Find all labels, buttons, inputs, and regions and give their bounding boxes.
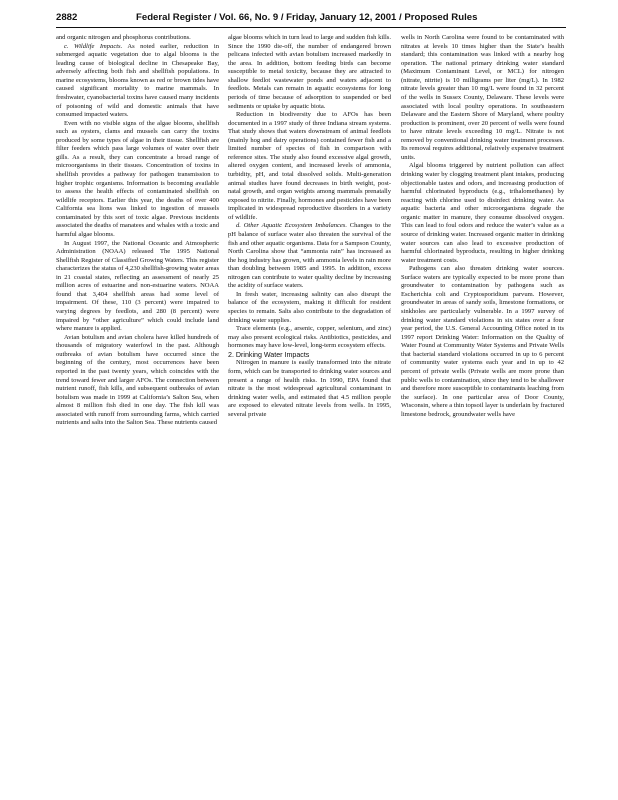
- paragraph: Even with no visible signs of the algae blooms, shellfish such as oysters, clams and mussels can carry the toxins produced by some types of algae in their tissue. Shellfish are filter feeders which pass large volumes of water over their gills. As a result, they can concentrate a broad range of microorganisms in their tissues. Concentration of toxins in shellfish provides a pathway for pathogen transmission to higher trophic organisms. Information is becoming available to assess the health effects of contaminated shellfish on wildlife receptors. Earlier this year, the deaths of over 400 California sea lions was linked to ingestion of mussels contaminated by this sort of toxic algae. Previous incidents associated the deaths of manatees and whales with a toxic and harmful algae blooms.: [56, 119, 219, 238]
- running-title: Federal Register / Vol. 66, No. 9 / Friday, January 12, 2001 / Proposed Rules: [136, 12, 478, 23]
- section-heading: 2. Drinking Water Impacts: [228, 350, 310, 359]
- page-number: 2882: [56, 12, 78, 23]
- paragraph: Avian botulism and avian cholera have killed hundreds of thousands of migratory waterfowl in the past. Although outbreaks of avian botulism have occurred since the beginning of the century, most occurrences have been reported in the past twenty years, which coincides with the trend toward fewer and larger AFOs. The connection between nutrient runoff, fish kills, and subsequent outbreaks of avian botulism was made in 1999 at California’s Salton Sea, when almost 8 million fish died in one day. The fish kill was associated with runoff from surrounding farms, which carried nutrients and salts into the Salton Sea. These nutrients caused: [56, 333, 219, 427]
- text-column-3: [401, 34, 564, 786]
- paragraph: Nitrogen in manure is easily transformed into the nitrate form, which can be transported to drinking water sources and present a range of health risks. In 1990, EPA found that nitrate is the most widespread agricultural contaminant in drinking water wells, and estimated that 4.5 million people are exposed to elevated nitrate levels from wells. In 1995, several private: [228, 359, 391, 418]
- paragraph: Algal blooms triggered by nutrient pollution can affect drinking water by clogging treatment plant intakes, producing objectionable tastes and odors, and increasing production of harmful chlorinated byproducts (e.g., trihalomethanes) by reacting with chlorine used to disinfect drinking water. As aquatic bacteria and other microorganisms degrade the organic matter in manure, they consume dissolved oxygen. This can lead to foul odors and reduce the water’s value as a source of drinking water. Increased organic matter in drinking water sources can also lead to excessive production of harmful chlorinated byproducts, resulting in higher drinking water treatment costs.: [401, 162, 564, 264]
- run-in-heading: d. Other Aquatic Ecosystem Imbalances.: [236, 222, 347, 230]
- paragraph: and organic nitrogen and phosphorus contributions.: [56, 34, 191, 41]
- run-in-heading: c. Wildlife Impacts.: [64, 42, 123, 50]
- header-rule: [56, 27, 566, 28]
- paragraph: Trace elements (e.g., arsenic, copper, selenium, and zinc) may also present ecological risks. Antibiotics, pesticides, and hormones may have low-level, long-term ecosystem effects.: [228, 325, 391, 350]
- paragraph-body: Changes to the pH balance of surface water also threaten the survival of the fish and other aquatic organisms. Data for a Sampson County, North Carolina show that “ammonia rain” has increased as the hog industry has grown, with ammonia levels in rain more than doubling between 1985 and 1995. In addition, excess nitrogen can contribute to water quality decline by increasing the acidity of surface waters.: [228, 222, 391, 290]
- paragraph: [56, 43, 219, 120]
- paragraph: In fresh water, increasing salinity can also disrupt the balance of the ecosystem, making it difficult for resident species to remain. Salts also contribute to the degradation of drinking water supplies.: [228, 290, 391, 324]
- paragraph: Pathogens can also threaten drinking water sources. Surface waters are typically expected to be more prone than groundwater to contamination by pathogens such as Escherichia coli and Cryptosporidium parvum. However, groundwater in areas of sandy soils, limestone formations, or sinkholes are particularly vulnerable. In a 1997 survey of drinking water standard violations in six states over a four year period, the U.S. General Accounting Office noted in its 1997 report Drinking Water: Information on the Quality of Water Found at Community Water Systems and Private Wells that bacterial standard violations occurred in up to 6 percent of community water systems each year and in up to 42 percent of private wells (Private wells are more prone than public wells to contamination, since they tend to be shallower and therefore more susceptible to contaminants leaching from the surface). In one particular area of Door County, Wisconsin, where a thin topsoil layer is underlain by fractured limestone bedrock, groundwater wells have: [401, 265, 564, 418]
- paragraph: wells in North Carolina were found to be contaminated with nitrates at levels 10 times higher than the State’s health standard; this contamination was linked with a nearby hog operation. The national primary drinking water standard (Maximum Contaminant Level, or MCL) for nitrogen (nitrate, nitrite) is 10 milligrams per liter (mg/L). In 1982 nitrate levels greater than 10 mg/L were found in 32 percent of the wells in Sussex County, Delaware. These levels were associated with local poultry operations. In southeastern Delaware and the Eastern Shore of Maryland, where poultry production is prominent, over 20 percent of wells were found to have nitrate levels exceeding 10 mg/L. Nitrate is not removed by conventional drinking water treatment processes. Its removal requires additional, relatively expensive treatment units.: [401, 34, 564, 161]
- paragraph: Reduction in biodiversity due to AFOs has been documented in a 1997 study of three Indiana stream systems. That study shows that waters downstream of animal feedlots (mainly hog and dairy operations) contained fewer fish and a limited number of species of fish in comparison with reference sites. The study also found excessive algal growth, altered oxygen content, and increased levels of ammonia, turbidity, pH, and total dissolved solids. Multi-generation animal studies have found decreases in birth weight, post-natal growth, and organ weights among mammals prenatally exposed to nitrite. Finally, hormones and pesticides have been implicated in widespread reproductive disorders in a variety of wildlife.: [228, 111, 391, 221]
- paragraph: [228, 222, 391, 291]
- text-column-1: [56, 34, 219, 786]
- text-column-2: [228, 34, 391, 786]
- paragraph: algae blooms which in turn lead to large and sudden fish kills. Since the 1990 die-off, the number of endangered brown pelicans infected with avian botulism increased markedly in the area. In addition, bottom feeding birds can become susceptible to metal toxicity, because they are attracted to shallow feedlot wastewater ponds and waters adjacent to feedlots. Metals can remain in aquatic ecosystems for long periods of time because of adsorption to suspended or bed sediments or uptake by aquatic biota.: [228, 34, 391, 110]
- page-header: [56, 12, 566, 26]
- paragraph: In August 1997, the National Oceanic and Atmospheric Administration (NOAA) released The 1995 National Shellfish Register of Classified Growing Waters. This register characterizes the status of 4,230 shellfish-growing water areas in 21 coastal states, reflecting an assessment of nearly 25 million acres of estuarine and non-estuarine waters. NOAA found that 3,404 shellfish areas had some level of impairment. Of these, 110 (3 percent) were impaired to varying degrees by feedlots, and 280 (8 percent) were impaired by “other agriculture” which could include land where manure is applied.: [56, 239, 219, 333]
- paragraph-body: As noted earlier, reduction in submerged aquatic vegetation due to algal blooms is the leading cause of biological decline in Chesapeake Bay, adversely affecting both fish and shellfish populations. In marine ecosystems, blooms known as red or brown tides have caused significant mortality to marine mammals. In freshwater, cyanobacterial toxins have caused many incidents of poisoning of wild and domestic animals that have consumed impacted waters.: [56, 42, 219, 119]
